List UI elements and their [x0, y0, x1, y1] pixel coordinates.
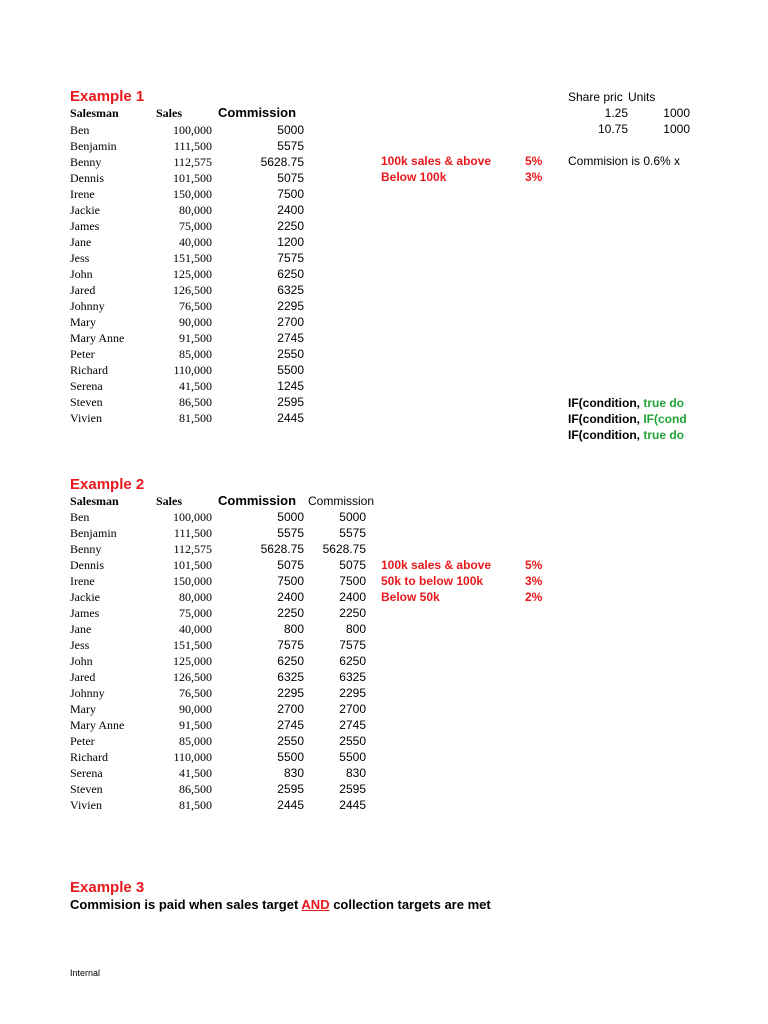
- commission-value-cell: 7575: [277, 638, 304, 652]
- salesman-name-cell: Richard: [70, 363, 108, 377]
- sales-value-cell: 125,000: [173, 267, 212, 281]
- salesman-name-cell: Jared: [70, 670, 96, 684]
- table-row: [0, 541, 768, 557]
- table-row: [0, 234, 768, 250]
- commission-value-cell: 2250: [277, 606, 304, 620]
- commission2-value-cell: 2250: [339, 606, 366, 620]
- example2-header-sales: Sales: [156, 494, 183, 508]
- example1-header-sales: Sales: [156, 106, 183, 120]
- table-row: [0, 218, 768, 234]
- salesman-name-cell: Jackie: [70, 203, 100, 217]
- salesman-name-cell: Irene: [70, 187, 95, 201]
- salesman-name-cell: Steven: [70, 395, 103, 409]
- sales-value-cell: 100,000: [173, 123, 212, 137]
- if-syntax-line-3: [568, 426, 690, 444]
- salesman-name-cell: John: [70, 654, 93, 668]
- table-row: [0, 346, 768, 362]
- table-row: [0, 282, 768, 298]
- table-row: [0, 509, 768, 525]
- example1-rule-2-label: Below 100k: [381, 170, 447, 184]
- example2-header-salesman: Salesman: [70, 494, 119, 508]
- commission-value-cell: 5000: [277, 510, 304, 524]
- example3-description: [70, 897, 491, 912]
- example1-rule-1-rate: 5%: [525, 154, 543, 168]
- salesman-name-cell: Steven: [70, 782, 103, 796]
- commission-value-cell: 5500: [277, 750, 304, 764]
- commission-value-cell: 2745: [277, 718, 304, 732]
- sales-value-cell: 41,500: [179, 766, 212, 780]
- sales-value-cell: 75,000: [179, 219, 212, 233]
- salesman-name-cell: Vivien: [70, 411, 102, 425]
- table-row: [0, 250, 768, 266]
- salesman-name-cell: Johnny: [70, 299, 105, 313]
- table-row: [0, 298, 768, 314]
- commission2-value-cell: 2700: [339, 702, 366, 716]
- example1-header-salesman: Salesman: [70, 106, 119, 120]
- commission-value-cell: 5075: [277, 171, 304, 185]
- commission-value-cell: 2700: [277, 702, 304, 716]
- salesman-name-cell: John: [70, 267, 93, 281]
- commission-value-cell: 6325: [277, 283, 304, 297]
- table-row: [0, 797, 768, 813]
- sales-value-cell: 81,500: [179, 798, 212, 812]
- commission2-value-cell: 2745: [339, 718, 366, 732]
- sales-value-cell: 101,500: [173, 558, 212, 572]
- salesman-name-cell: Mary Anne: [70, 718, 125, 732]
- example2-header-commission2: Commission: [308, 494, 375, 508]
- salesman-name-cell: Jess: [70, 638, 90, 652]
- example2-title: Example 2: [70, 476, 145, 493]
- sales-value-cell: 86,500: [179, 782, 212, 796]
- commission-value-cell: 2250: [277, 219, 304, 233]
- sales-value-cell: 76,500: [179, 299, 212, 313]
- salesman-name-cell: Dennis: [70, 558, 104, 572]
- share-row-1-price: 1.25: [604, 106, 628, 120]
- commission2-value-cell: 2445: [339, 798, 366, 812]
- table-row: [0, 186, 768, 202]
- table-row: [0, 330, 768, 346]
- commission2-value-cell: 6325: [339, 670, 366, 684]
- sales-value-cell: 100,000: [173, 510, 212, 524]
- sales-value-cell: 112,575: [173, 155, 212, 169]
- table-row: [0, 781, 768, 797]
- example1-header-commission: Commission: [218, 105, 297, 120]
- share-note: Commision is 0.6% x: [568, 154, 681, 168]
- commission-value-cell: 2295: [277, 686, 304, 700]
- salesman-name-cell: Jared: [70, 283, 96, 297]
- commission2-value-cell: 5075: [339, 558, 366, 572]
- commission2-value-cell: 5575: [339, 526, 366, 540]
- salesman-name-cell: Ben: [70, 510, 90, 524]
- commission2-value-cell: 7500: [339, 574, 366, 588]
- commission-value-cell: 2445: [277, 798, 304, 812]
- commission2-value-cell: 2550: [339, 734, 366, 748]
- salesman-name-cell: Benny: [70, 155, 102, 169]
- salesman-name-cell: Serena: [70, 766, 103, 780]
- commission-value-cell: 5628.75: [260, 542, 304, 556]
- sales-value-cell: 80,000: [179, 590, 212, 604]
- example2-rule-3-label: Below 50k: [381, 590, 440, 604]
- sales-value-cell: 85,000: [179, 347, 212, 361]
- commission-value-cell: 2550: [277, 347, 304, 361]
- commission2-value-cell: 2400: [339, 590, 366, 604]
- table-row: [0, 669, 768, 685]
- sales-value-cell: 40,000: [179, 622, 212, 636]
- commission-value-cell: 2295: [277, 299, 304, 313]
- example2-header-commission: Commission: [218, 493, 297, 508]
- commission-value-cell: 5575: [277, 526, 304, 540]
- commission2-value-cell: 5500: [339, 750, 366, 764]
- salesman-name-cell: Jackie: [70, 590, 100, 604]
- sales-value-cell: 111,500: [173, 526, 212, 540]
- salesman-name-cell: Peter: [70, 734, 95, 748]
- example2-rule-2-label: 50k to below 100k: [381, 574, 484, 588]
- commission-value-cell: 7500: [277, 574, 304, 588]
- table-row: [0, 733, 768, 749]
- commission-value-cell: 2400: [277, 203, 304, 217]
- commission-value-cell: 2445: [277, 411, 304, 425]
- commission-value-cell: 5000: [277, 123, 304, 137]
- sales-value-cell: 150,000: [173, 187, 212, 201]
- example3-text-after: collection targets are met: [329, 897, 491, 912]
- commission2-value-cell: 2295: [339, 686, 366, 700]
- sales-value-cell: 40,000: [179, 235, 212, 249]
- salesman-name-cell: Mary Anne: [70, 331, 125, 345]
- example2-rule-2-rate: 3%: [525, 574, 543, 588]
- salesman-name-cell: Ben: [70, 123, 90, 137]
- commission-value-cell: 2745: [277, 331, 304, 345]
- salesman-name-cell: James: [70, 606, 100, 620]
- commission-value-cell: 5575: [277, 139, 304, 153]
- salesman-name-cell: Mary: [70, 702, 96, 716]
- example3-text-before: Commision is paid when sales target: [70, 897, 302, 912]
- table-row: [0, 314, 768, 330]
- example2-rule-1-rate: 5%: [525, 558, 543, 572]
- sales-value-cell: 76,500: [179, 686, 212, 700]
- salesman-name-cell: Irene: [70, 574, 95, 588]
- table-row: [0, 362, 768, 378]
- example1-rule-1-label: 100k sales & above: [381, 154, 492, 168]
- share-row-2-units: 1000: [663, 122, 690, 136]
- table-row: [0, 378, 768, 394]
- share-header-units: Units: [628, 90, 656, 104]
- share-row-2-price: 10.75: [597, 122, 628, 136]
- sales-value-cell: 126,500: [173, 670, 212, 684]
- table-row: [0, 765, 768, 781]
- commission-value-cell: 6250: [277, 267, 304, 281]
- example2-rule-1-label: 100k sales & above: [381, 558, 492, 572]
- sales-value-cell: 75,000: [179, 606, 212, 620]
- if-syntax-1-prefix: IF(condition,: [568, 396, 644, 410]
- commission-value-cell: 6250: [277, 654, 304, 668]
- salesman-name-cell: Mary: [70, 315, 96, 329]
- table-row: [0, 202, 768, 218]
- sales-value-cell: 125,000: [173, 654, 212, 668]
- salesman-name-cell: James: [70, 219, 100, 233]
- table-row: [0, 653, 768, 669]
- salesman-name-cell: Peter: [70, 347, 95, 361]
- commission-value-cell: 2595: [277, 782, 304, 796]
- example3-and-word: AND: [301, 897, 330, 912]
- sales-value-cell: 111,500: [173, 139, 212, 153]
- table-row: [0, 525, 768, 541]
- salesman-name-cell: Benjamin: [70, 526, 117, 540]
- table-row: [0, 717, 768, 733]
- share-header-price: Share pric: [568, 90, 623, 104]
- sales-value-cell: 110,000: [173, 750, 212, 764]
- salesman-name-cell: Benjamin: [70, 139, 117, 153]
- commission2-value-cell: 5000: [339, 510, 366, 524]
- commission-value-cell: 5500: [277, 363, 304, 377]
- sales-value-cell: 110,000: [173, 363, 212, 377]
- commission-value-cell: 800: [283, 622, 304, 636]
- salesman-name-cell: Jane: [70, 235, 92, 249]
- commission2-value-cell: 6250: [339, 654, 366, 668]
- sales-value-cell: 85,000: [179, 734, 212, 748]
- if-syntax-3-prefix: IF(condition,: [568, 428, 644, 442]
- sales-value-cell: 81,500: [179, 411, 212, 425]
- commission2-value-cell: 830: [345, 766, 366, 780]
- salesman-name-cell: Dennis: [70, 171, 104, 185]
- if-syntax-3-green: true do: [643, 428, 684, 442]
- salesman-name-cell: Jess: [70, 251, 90, 265]
- sales-value-cell: 126,500: [173, 283, 212, 297]
- footer-internal-label: Internal: [70, 968, 101, 978]
- salesman-name-cell: Johnny: [70, 686, 105, 700]
- commission-value-cell: 1200: [277, 235, 304, 249]
- sales-value-cell: 91,500: [179, 331, 212, 345]
- if-syntax-1-green: true do: [643, 396, 684, 410]
- table-row: [0, 621, 768, 637]
- share-row-1-units: 1000: [663, 106, 690, 120]
- example2-rule-3-rate: 2%: [525, 590, 543, 604]
- commission-value-cell: 2700: [277, 315, 304, 329]
- sales-value-cell: 90,000: [179, 702, 212, 716]
- sales-value-cell: 151,500: [173, 251, 212, 265]
- table-row: [0, 138, 768, 154]
- commission-value-cell: 1245: [277, 379, 304, 393]
- commission-value-cell: 5628.75: [260, 155, 304, 169]
- sales-value-cell: 112,575: [173, 542, 212, 556]
- example3-title: Example 3: [70, 879, 145, 896]
- table-row: [0, 701, 768, 717]
- table-row: [0, 749, 768, 765]
- salesman-name-cell: Richard: [70, 750, 108, 764]
- sales-value-cell: 80,000: [179, 203, 212, 217]
- commission-value-cell: 7500: [277, 187, 304, 201]
- commission2-value-cell: 800: [345, 622, 366, 636]
- if-syntax-2-green: IF(cond: [643, 412, 687, 426]
- table-row: [0, 637, 768, 653]
- salesman-name-cell: Jane: [70, 622, 92, 636]
- commission2-value-cell: 2595: [339, 782, 366, 796]
- if-syntax-2-prefix: IF(condition,: [568, 412, 644, 426]
- commission-value-cell: 7575: [277, 251, 304, 265]
- salesman-name-cell: Vivien: [70, 798, 102, 812]
- example1-title: Example 1: [70, 88, 145, 105]
- sales-value-cell: 91,500: [179, 718, 212, 732]
- table-row: [0, 685, 768, 701]
- commission2-value-cell: 5628.75: [322, 542, 366, 556]
- commission-value-cell: 5075: [277, 558, 304, 572]
- commission-value-cell: 2595: [277, 395, 304, 409]
- commission-value-cell: 2400: [277, 590, 304, 604]
- salesman-name-cell: Benny: [70, 542, 102, 556]
- sales-value-cell: 86,500: [179, 395, 212, 409]
- commission-value-cell: 830: [283, 766, 304, 780]
- commission-value-cell: 2550: [277, 734, 304, 748]
- table-row: [0, 605, 768, 621]
- example1-rule-2-rate: 3%: [525, 170, 543, 184]
- sales-value-cell: 150,000: [173, 574, 212, 588]
- sales-value-cell: 101,500: [173, 171, 212, 185]
- salesman-name-cell: Serena: [70, 379, 103, 393]
- commission-value-cell: 6325: [277, 670, 304, 684]
- sales-value-cell: 90,000: [179, 315, 212, 329]
- sales-value-cell: 151,500: [173, 638, 212, 652]
- sales-value-cell: 41,500: [179, 379, 212, 393]
- table-row: [0, 266, 768, 282]
- commission2-value-cell: 7575: [339, 638, 366, 652]
